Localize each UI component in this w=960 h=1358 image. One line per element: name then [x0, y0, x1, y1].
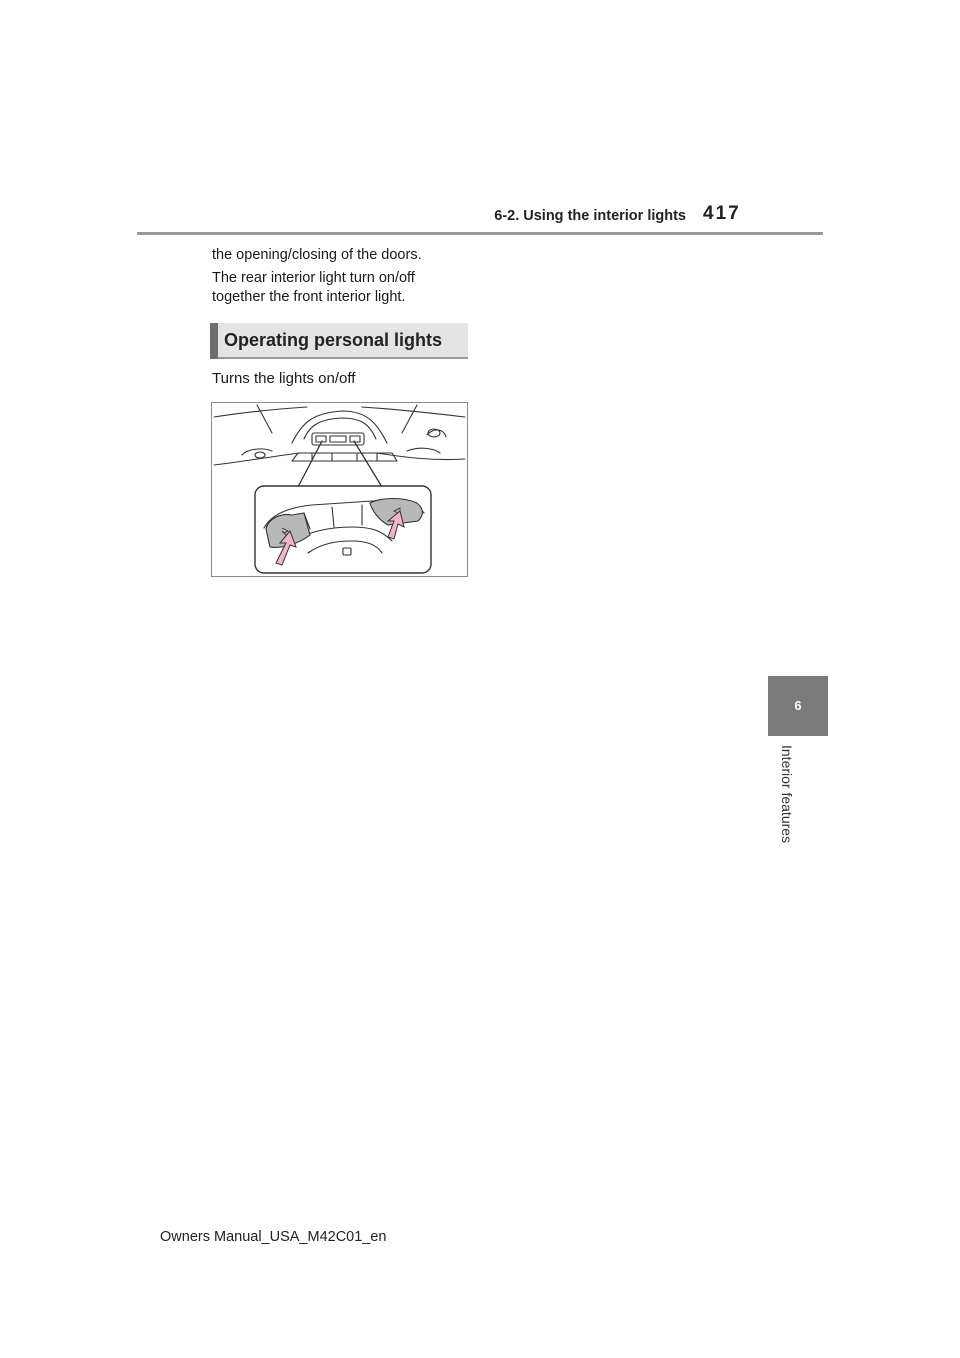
section-heading: 6-2. Using the interior lights	[494, 208, 686, 224]
personal-lights-illustration	[211, 402, 468, 577]
header-rule	[137, 232, 823, 235]
instruction-text: Turns the lights on/off	[212, 370, 356, 387]
heading-bar	[210, 323, 218, 359]
chapter-title-vertical	[778, 745, 798, 865]
overhead-console-drawing	[212, 403, 467, 576]
paragraph-rear-light: The rear interior light turn on/off together the front interior light.	[212, 270, 415, 305]
chapter-number: 6	[794, 698, 802, 713]
footer-manual-id: Owners Manual_USA_M42C01_en	[160, 1229, 387, 1245]
chapter-tab	[768, 676, 828, 736]
page-number: 417	[703, 203, 741, 224]
heading-box	[210, 323, 468, 359]
paragraph-doors: the opening/closing of the doors.	[212, 247, 422, 263]
heading-label: Operating personal lights	[224, 330, 443, 350]
chapter-title-text: Interior features	[779, 745, 795, 844]
